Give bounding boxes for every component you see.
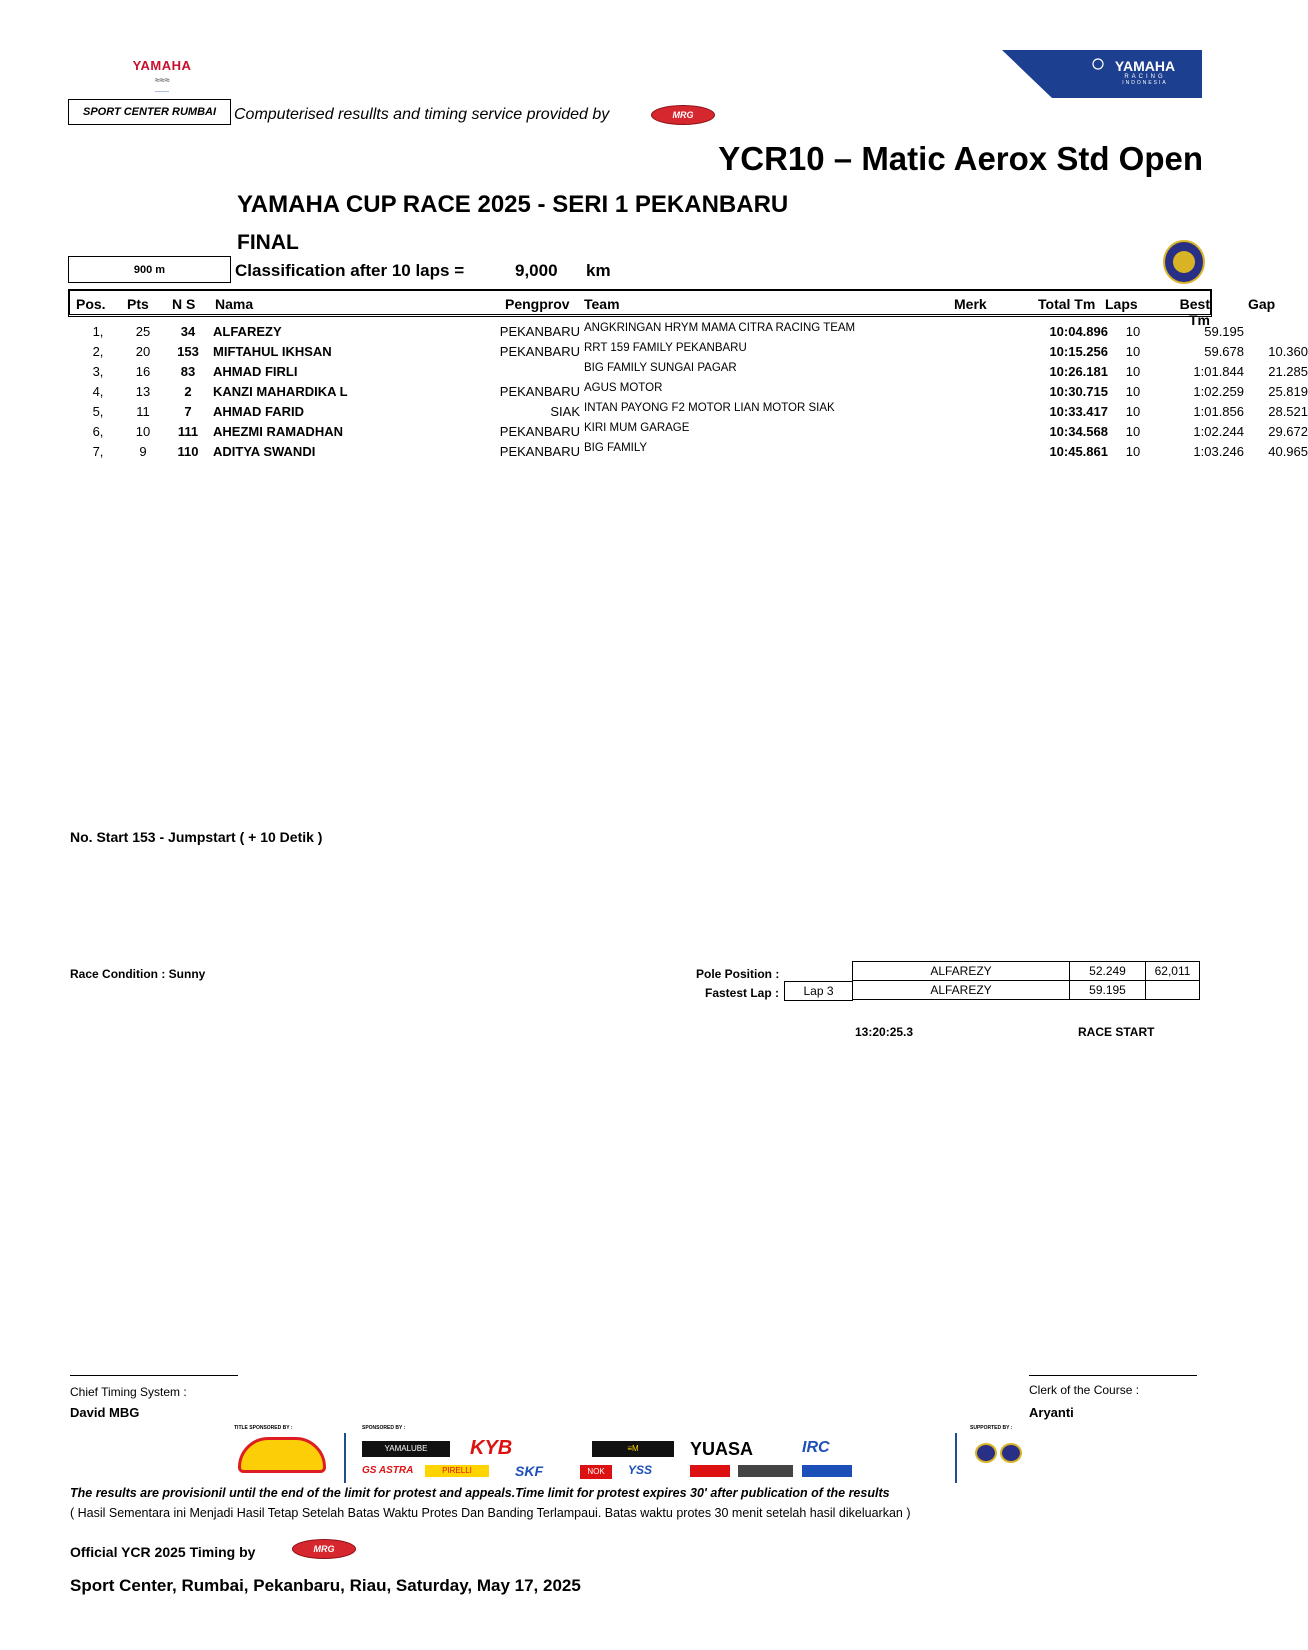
- cell-laps: 10: [1125, 444, 1141, 459]
- cell-pos: 7,: [92, 444, 104, 459]
- yamaha-logo-left-text: YAMAHA: [132, 58, 192, 73]
- race-start-time: 13:20:25.3: [855, 1025, 914, 1039]
- col-pts: Pts: [127, 296, 149, 312]
- cell-laps: 10: [1125, 404, 1141, 419]
- provisional-notice-id: ( Hasil Sementara ini Menjadi Hasil Tetap Setelah Batas Waktu Protes Dan Banding Terlampaui. Batas waktu protes 30 menit setelah hasil dikeluarkan ): [70, 1506, 911, 1520]
- cell-laps: 10: [1125, 344, 1141, 359]
- cell-team: BIG FAMILY SUNGAI PAGAR: [584, 362, 737, 374]
- cell-ns: 110: [177, 444, 199, 459]
- signature-line-right: [1029, 1375, 1197, 1376]
- imi-badge-icon: [1163, 240, 1205, 284]
- cell-name: AHMAD FARID: [213, 404, 304, 419]
- cell-total: 10:33.417: [1049, 404, 1108, 419]
- sponsor-yss: YSS: [628, 1463, 653, 1477]
- track-length-box: 900 m: [68, 256, 231, 283]
- fastest-empty-cell: [1145, 980, 1200, 1000]
- provisional-notice: The results are provisionil until the end of the limit for protest and appeals.Time limit for protest expires 30' after publication of the results: [70, 1486, 890, 1500]
- cell-pos: 3,: [92, 364, 104, 379]
- cell-name: KANZI MAHARDIKA L: [213, 384, 348, 399]
- fastest-lap-label: Fastest Lap :: [705, 986, 780, 1000]
- cell-ns: 83: [180, 364, 196, 379]
- mrg-logo: MRG: [651, 105, 715, 125]
- sponsor-red-logo: [690, 1465, 730, 1477]
- supporter-badge-1-icon: [975, 1443, 997, 1463]
- cell-prov: PEKANBARU: [499, 344, 580, 359]
- col-name: Nama: [215, 296, 254, 312]
- cell-gap: 21.285: [1268, 364, 1308, 379]
- chief-timing-name: David MBG: [70, 1405, 140, 1420]
- cell-best: 1:02.244: [1193, 424, 1244, 439]
- sponsor-yuasa: YUASA: [690, 1439, 754, 1459]
- chief-timing-title: Chief Timing System :: [70, 1385, 187, 1399]
- logo-right-text: YAMAHA: [1114, 58, 1176, 74]
- cell-pts: 10: [135, 424, 151, 439]
- sponsor-irc: IRC: [802, 1439, 830, 1456]
- cell-pos: 5,: [92, 404, 104, 419]
- cell-best: 1:01.856: [1193, 404, 1244, 419]
- sponsor-pirelli: PIRELLI: [425, 1465, 489, 1477]
- cell-best: 59.678: [1204, 344, 1244, 359]
- col-best: Best Tm: [1179, 296, 1210, 328]
- clerk-title: Clerk of the Course :: [1029, 1383, 1140, 1397]
- cell-pts: 16: [135, 364, 151, 379]
- cell-gap: 25.819: [1268, 384, 1308, 399]
- col-pos: Pos.: [76, 296, 106, 312]
- col-prov: Pengprov: [505, 296, 570, 312]
- cell-name: ALFAREZY: [213, 324, 282, 339]
- cell-pts: 25: [135, 324, 151, 339]
- cell-total: 10:15.256: [1049, 344, 1108, 359]
- sponsor-dark-logo: [738, 1465, 793, 1477]
- col-merk: Merk: [954, 296, 987, 312]
- cell-prov: PEKANBARU: [499, 384, 580, 399]
- cell-team: RRT 159 FAMILY PEKANBARU: [584, 342, 747, 354]
- classification-label: Classification after 10 laps =: [235, 261, 465, 280]
- pole-speed: 62,011: [1145, 961, 1200, 981]
- sponsor-nok: NOK: [580, 1465, 612, 1479]
- shell-logo-icon: [238, 1437, 326, 1473]
- cell-gap: 28.521: [1268, 404, 1308, 419]
- cell-prov: PEKANBARU: [499, 424, 580, 439]
- table-row: [68, 420, 1308, 440]
- cell-best: 1:01.844: [1193, 364, 1244, 379]
- footer-venue-date: Sport Center, Rumbai, Pekanbaru, Riau, Saturday, May 17, 2025: [70, 1576, 581, 1595]
- col-ns: N S: [172, 296, 196, 312]
- cell-name: AHMAD FIRLI: [213, 364, 298, 379]
- results-table: [68, 289, 1308, 460]
- sponsor-strip: TITLE SPONSORED BY : SPONSORED BY : SUPPORTED BY : YAMALUBE KYB ≡M YUASA IRC GS ASTRA PIRELLI SKF NOK YSS: [230, 1425, 1050, 1485]
- penalty-note: No. Start 153 - Jumpstart ( + 10 Detik ): [70, 829, 323, 845]
- fastest-rider: ALFAREZY: [852, 980, 1070, 1000]
- cell-ns: 34: [180, 324, 196, 339]
- cell-pts: 13: [135, 384, 151, 399]
- sponsor-m-logo: ≡M: [592, 1441, 674, 1457]
- race-condition: Race Condition : Sunny: [70, 967, 206, 981]
- cell-team: INTAN PAYONG F2 MOTOR LIAN MOTOR SIAK: [584, 402, 835, 414]
- official-timing-label: Official YCR 2025 Timing by: [70, 1544, 256, 1560]
- table-row: [68, 360, 1308, 380]
- cell-total: 10:34.568: [1049, 424, 1108, 439]
- cell-laps: 10: [1125, 424, 1141, 439]
- sponsor-blue-logo: [802, 1465, 852, 1477]
- sponsor-kyb: KYB: [470, 1437, 513, 1459]
- cell-laps: 10: [1125, 384, 1141, 399]
- supporter-badge-2-icon: [1000, 1443, 1022, 1463]
- cell-total: 10:30.715: [1049, 384, 1108, 399]
- cell-ns: 7: [184, 404, 192, 419]
- cell-team: ANGKRINGAN HRYM MAMA CITRA RACING TEAM: [584, 322, 856, 334]
- col-laps: Laps: [1105, 296, 1138, 312]
- race-start-label: RACE START: [1078, 1025, 1155, 1039]
- cell-best: 59.195: [1204, 324, 1244, 339]
- cell-name: MIFTAHUL IKHSAN: [213, 344, 332, 359]
- cell-team: AGUS MOTOR: [584, 382, 663, 394]
- sponsor-gs-astra: GS ASTRA: [362, 1465, 414, 1476]
- cell-laps: 10: [1125, 364, 1141, 379]
- cell-ns: 2: [184, 384, 192, 399]
- cell-total: 10:26.181: [1049, 364, 1108, 379]
- table-row: [68, 380, 1308, 400]
- cell-prov: PEKANBARU: [499, 444, 580, 459]
- cell-pts: 20: [135, 344, 151, 359]
- table-row: [68, 400, 1308, 420]
- race-title: YCR10 – Matic Aerox Std Open: [718, 140, 1203, 177]
- table-row: [68, 440, 1308, 460]
- clerk-name: Aryanti: [1029, 1405, 1074, 1420]
- sponsor-skf: SKF: [515, 1463, 543, 1479]
- col-gap: Gap: [1248, 296, 1276, 312]
- cell-pos: 6,: [92, 424, 104, 439]
- table-row: [68, 340, 1308, 360]
- cell-ns: 153: [177, 344, 199, 359]
- timing-service-text: Computerised resullts and timing service provided by: [234, 106, 610, 123]
- cell-team: KIRI MUM GARAGE: [584, 422, 690, 434]
- cell-total: 10:45.861: [1049, 444, 1108, 459]
- col-team: Team: [584, 296, 620, 312]
- cell-pos: 1,: [92, 324, 104, 339]
- mrg-logo-footer: MRG: [292, 1539, 356, 1559]
- venue-box: SPORT CENTER RUMBAI: [68, 99, 231, 125]
- cell-team: BIG FAMILY: [584, 442, 648, 454]
- sponsor-yamalube: YAMALUBE: [362, 1441, 450, 1457]
- cell-ns: 111: [177, 424, 199, 439]
- cell-name: AHEZMI RAMADHAN: [213, 424, 343, 439]
- pole-position-label: Pole Position :: [696, 967, 780, 981]
- fastest-time: 59.195: [1069, 980, 1146, 1000]
- cell-best: 1:02.259: [1193, 384, 1244, 399]
- cell-pts: 11: [136, 404, 150, 419]
- cell-prov: PEKANBARU: [499, 324, 580, 339]
- yamaha-racing-indonesia-logo: YAMAHA RACING INDONESIA: [1002, 50, 1202, 98]
- results-rows: [68, 317, 1308, 460]
- fastest-lap-number: Lap 3: [784, 981, 853, 1001]
- cell-gap: 10.360: [1268, 344, 1308, 359]
- cell-laps: 10: [1125, 324, 1141, 339]
- cell-pts: 9: [139, 444, 147, 459]
- table-row: [68, 320, 1244, 340]
- cell-total: 10:04.896: [1049, 324, 1108, 339]
- classification-distance: 9,000: [515, 261, 558, 280]
- cell-gap: 29.672: [1268, 424, 1308, 439]
- session-label: FINAL: [237, 231, 299, 254]
- cell-best: 1:03.246: [1193, 444, 1244, 459]
- cell-pos: 2,: [92, 344, 104, 359]
- col-total: Total Tm: [1038, 296, 1096, 312]
- event-title: YAMAHA CUP RACE 2025 - SERI 1 PEKANBARU: [237, 191, 789, 218]
- cell-pos: 4,: [92, 384, 104, 399]
- pole-time: 52.249: [1069, 961, 1146, 981]
- yamaha-logo-left: YAMAHA ≈≈≈ ────: [112, 58, 212, 94]
- cell-gap: 40.965: [1268, 444, 1308, 459]
- cell-name: ADITYA SWANDI: [213, 444, 316, 459]
- cell-prov: SIAK: [550, 404, 580, 419]
- signature-line-left: [70, 1375, 238, 1376]
- pole-rider: ALFAREZY: [852, 961, 1070, 981]
- classification-unit: km: [586, 261, 611, 280]
